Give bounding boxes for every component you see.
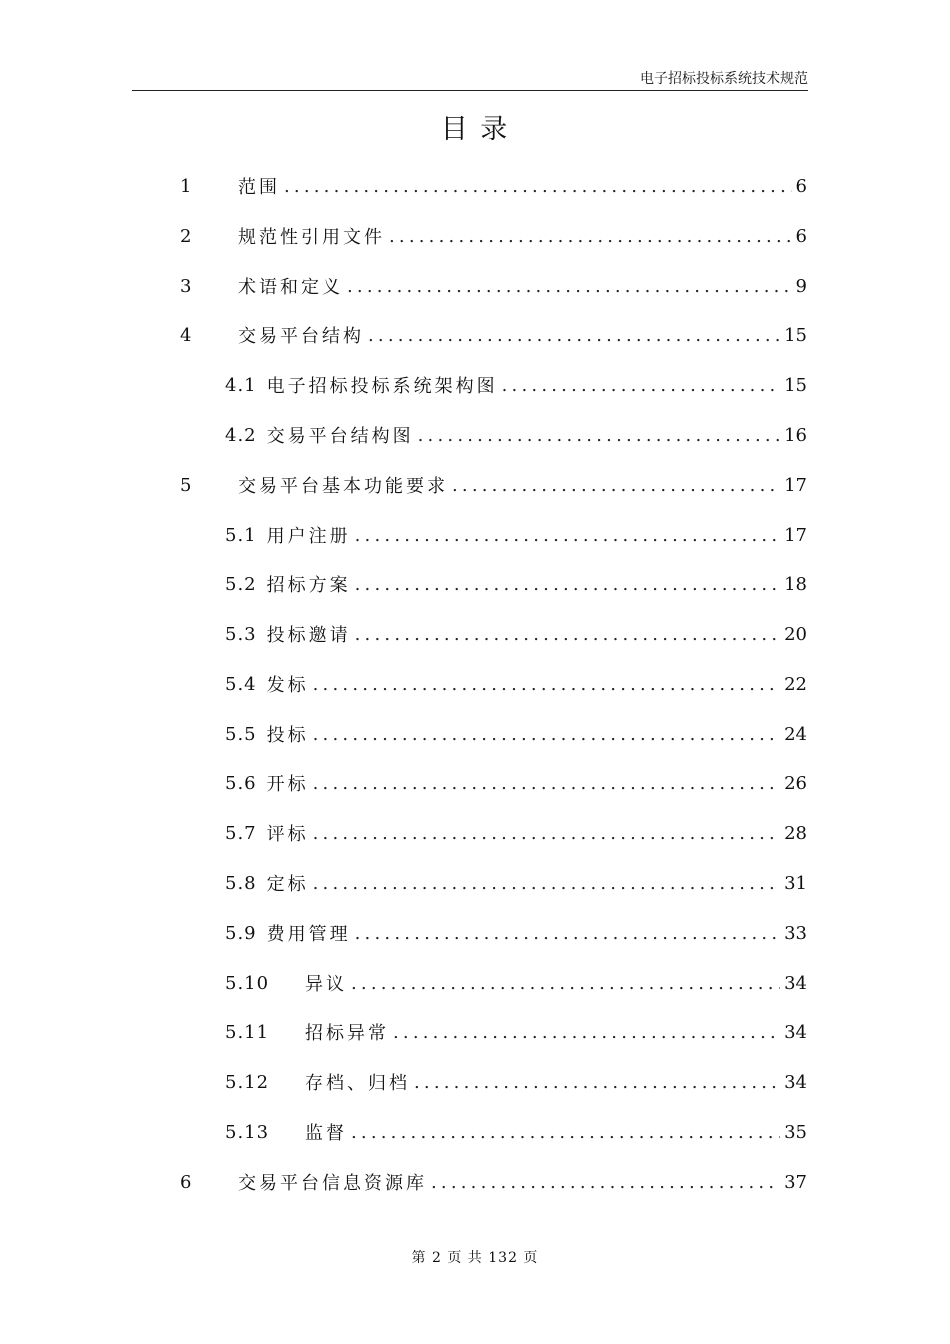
toc-entry-number: 5.11 bbox=[225, 1021, 270, 1043]
toc-entry-label: 范围 bbox=[238, 177, 280, 198]
toc-entry-label: 交易平台结构 bbox=[238, 326, 364, 347]
toc-leader-dots bbox=[368, 325, 780, 346]
toc-entry[interactable] bbox=[225, 1017, 807, 1047]
toc-entry[interactable] bbox=[225, 619, 807, 649]
toc-entry-page: 31 bbox=[784, 872, 807, 894]
toc-entry-page: 34 bbox=[784, 972, 807, 994]
toc-entry[interactable] bbox=[225, 1067, 807, 1097]
toc-entry-page: 16 bbox=[784, 424, 807, 446]
toc-entry-number: 4 bbox=[180, 324, 193, 346]
toc-entry[interactable] bbox=[225, 569, 807, 599]
toc-entry-number: 5.9 bbox=[225, 922, 257, 944]
toc-entry-number: 5.5 bbox=[225, 723, 257, 745]
toc-leader-dots bbox=[452, 475, 780, 496]
toc-entry-number: 5.2 bbox=[225, 573, 257, 595]
toc-leader-dots bbox=[313, 873, 780, 894]
toc-entry-label: 定标 bbox=[266, 874, 309, 895]
toc-entry[interactable] bbox=[225, 1117, 807, 1147]
toc-entry-label: 费用管理 bbox=[266, 924, 351, 945]
toc-entry-label: 投标邀请 bbox=[266, 625, 351, 646]
toc-leader-dots bbox=[313, 773, 780, 794]
toc-entry[interactable] bbox=[225, 669, 807, 699]
toc-entry-number: 5.8 bbox=[225, 872, 257, 894]
toc-leader-dots bbox=[355, 923, 780, 944]
toc-leader-dots bbox=[355, 525, 780, 546]
toc-entry-page: 15 bbox=[784, 374, 807, 396]
toc-entry[interactable] bbox=[180, 470, 807, 500]
toc-entry[interactable] bbox=[225, 719, 807, 749]
toc-entry-number: 4.2 bbox=[225, 424, 257, 446]
toc-entry[interactable] bbox=[180, 271, 807, 301]
toc-entry-label: 异议 bbox=[305, 974, 347, 995]
toc-entry-page: 33 bbox=[784, 922, 807, 944]
toc-entry-number: 5.13 bbox=[225, 1121, 270, 1143]
toc-entry-number: 6 bbox=[180, 1171, 193, 1193]
toc-entry-label: 开标 bbox=[266, 774, 309, 795]
toc-entry-page: 22 bbox=[784, 673, 807, 695]
toc-leader-dots bbox=[355, 574, 780, 595]
toc-entry-label: 交易平台基本功能要求 bbox=[238, 476, 448, 497]
toc-leader-dots bbox=[313, 674, 780, 695]
toc-leader-dots bbox=[431, 1172, 780, 1193]
toc-entry-number: 3 bbox=[180, 275, 193, 297]
page-footer: 第 2 页 共 132 页 bbox=[411, 1250, 539, 1266]
toc-leader-dots bbox=[351, 973, 780, 994]
toc-entry-label: 监督 bbox=[305, 1123, 347, 1144]
toc-leader-dots bbox=[355, 624, 780, 645]
toc-entry-page: 17 bbox=[784, 474, 807, 496]
toc-entry-number: 5.6 bbox=[225, 772, 257, 794]
toc-entry-label: 存档、归档 bbox=[305, 1073, 410, 1094]
toc-entry-number: 1 bbox=[180, 175, 193, 197]
toc-entry[interactable] bbox=[180, 1167, 807, 1197]
toc-entry[interactable] bbox=[225, 420, 807, 450]
toc-entry-page: 34 bbox=[784, 1071, 807, 1093]
toc-entry-number: 5.3 bbox=[225, 623, 257, 645]
toc-entry[interactable] bbox=[225, 370, 807, 400]
toc-entry-page: 37 bbox=[784, 1171, 807, 1193]
toc-entry[interactable] bbox=[180, 320, 807, 350]
toc-entry-label: 电子招标投标系统架构图 bbox=[266, 376, 498, 397]
toc-entry[interactable] bbox=[225, 968, 807, 998]
toc-leader-dots bbox=[389, 226, 792, 247]
toc-entry-label: 规范性引用文件 bbox=[238, 227, 385, 248]
toc-entry-page: 35 bbox=[784, 1121, 807, 1143]
toc-entry-page: 9 bbox=[795, 275, 807, 297]
toc-entry-number: 5.10 bbox=[225, 972, 270, 994]
toc-entry-label: 招标方案 bbox=[266, 575, 351, 596]
header-title: 电子招标投标系统技术规范 bbox=[640, 71, 808, 87]
toc-entry-page: 24 bbox=[784, 723, 807, 745]
toc-entry-number: 4.1 bbox=[225, 374, 257, 396]
toc-entry-number: 5.1 bbox=[225, 524, 257, 546]
toc-entry[interactable] bbox=[225, 768, 807, 798]
toc-entry-number: 2 bbox=[180, 225, 193, 247]
toc-entry-label: 术语和定义 bbox=[238, 277, 343, 298]
toc-entry-number: 5.12 bbox=[225, 1071, 270, 1093]
toc-entry-page: 6 bbox=[795, 175, 807, 197]
toc-leader-dots bbox=[347, 276, 792, 297]
toc-entry-page: 34 bbox=[784, 1021, 807, 1043]
toc-entry-page: 15 bbox=[784, 324, 807, 346]
toc-entry-label: 招标异常 bbox=[305, 1023, 389, 1044]
toc-entry[interactable] bbox=[225, 520, 807, 550]
toc-leader-dots bbox=[284, 176, 792, 197]
toc-leader-dots bbox=[502, 375, 780, 396]
toc-entry-label: 投标 bbox=[266, 725, 309, 746]
toc-entry[interactable] bbox=[225, 818, 807, 848]
toc-entry-page: 28 bbox=[784, 822, 807, 844]
toc-entry[interactable] bbox=[180, 221, 807, 251]
toc-entry-label: 用户注册 bbox=[266, 526, 351, 547]
toc-entry-page: 17 bbox=[784, 524, 807, 546]
toc-leader-dots bbox=[414, 1072, 780, 1093]
toc-leader-dots bbox=[313, 724, 780, 745]
toc-entry[interactable] bbox=[225, 868, 807, 898]
toc-entry-number: 5.7 bbox=[225, 822, 257, 844]
toc-entry-page: 6 bbox=[795, 225, 807, 247]
toc-leader-dots bbox=[393, 1022, 780, 1043]
toc-entry-label: 评标 bbox=[266, 824, 309, 845]
toc-entry-label: 发标 bbox=[266, 675, 309, 696]
toc-entry[interactable] bbox=[180, 171, 807, 201]
toc-entry[interactable] bbox=[225, 918, 807, 948]
toc-leader-dots bbox=[351, 1122, 780, 1143]
toc-entry-label: 交易平台信息资源库 bbox=[238, 1173, 427, 1194]
toc-leader-dots bbox=[418, 425, 780, 446]
toc-leader-dots bbox=[313, 823, 780, 844]
toc-title: 目 录 bbox=[440, 114, 510, 145]
toc-entry-page: 20 bbox=[784, 623, 807, 645]
toc-entry-page: 18 bbox=[784, 573, 807, 595]
toc-entry-number: 5 bbox=[180, 474, 193, 496]
toc-entry-label: 交易平台结构图 bbox=[266, 426, 414, 447]
toc-entry-page: 26 bbox=[784, 772, 807, 794]
toc-entry-number: 5.4 bbox=[225, 673, 257, 695]
